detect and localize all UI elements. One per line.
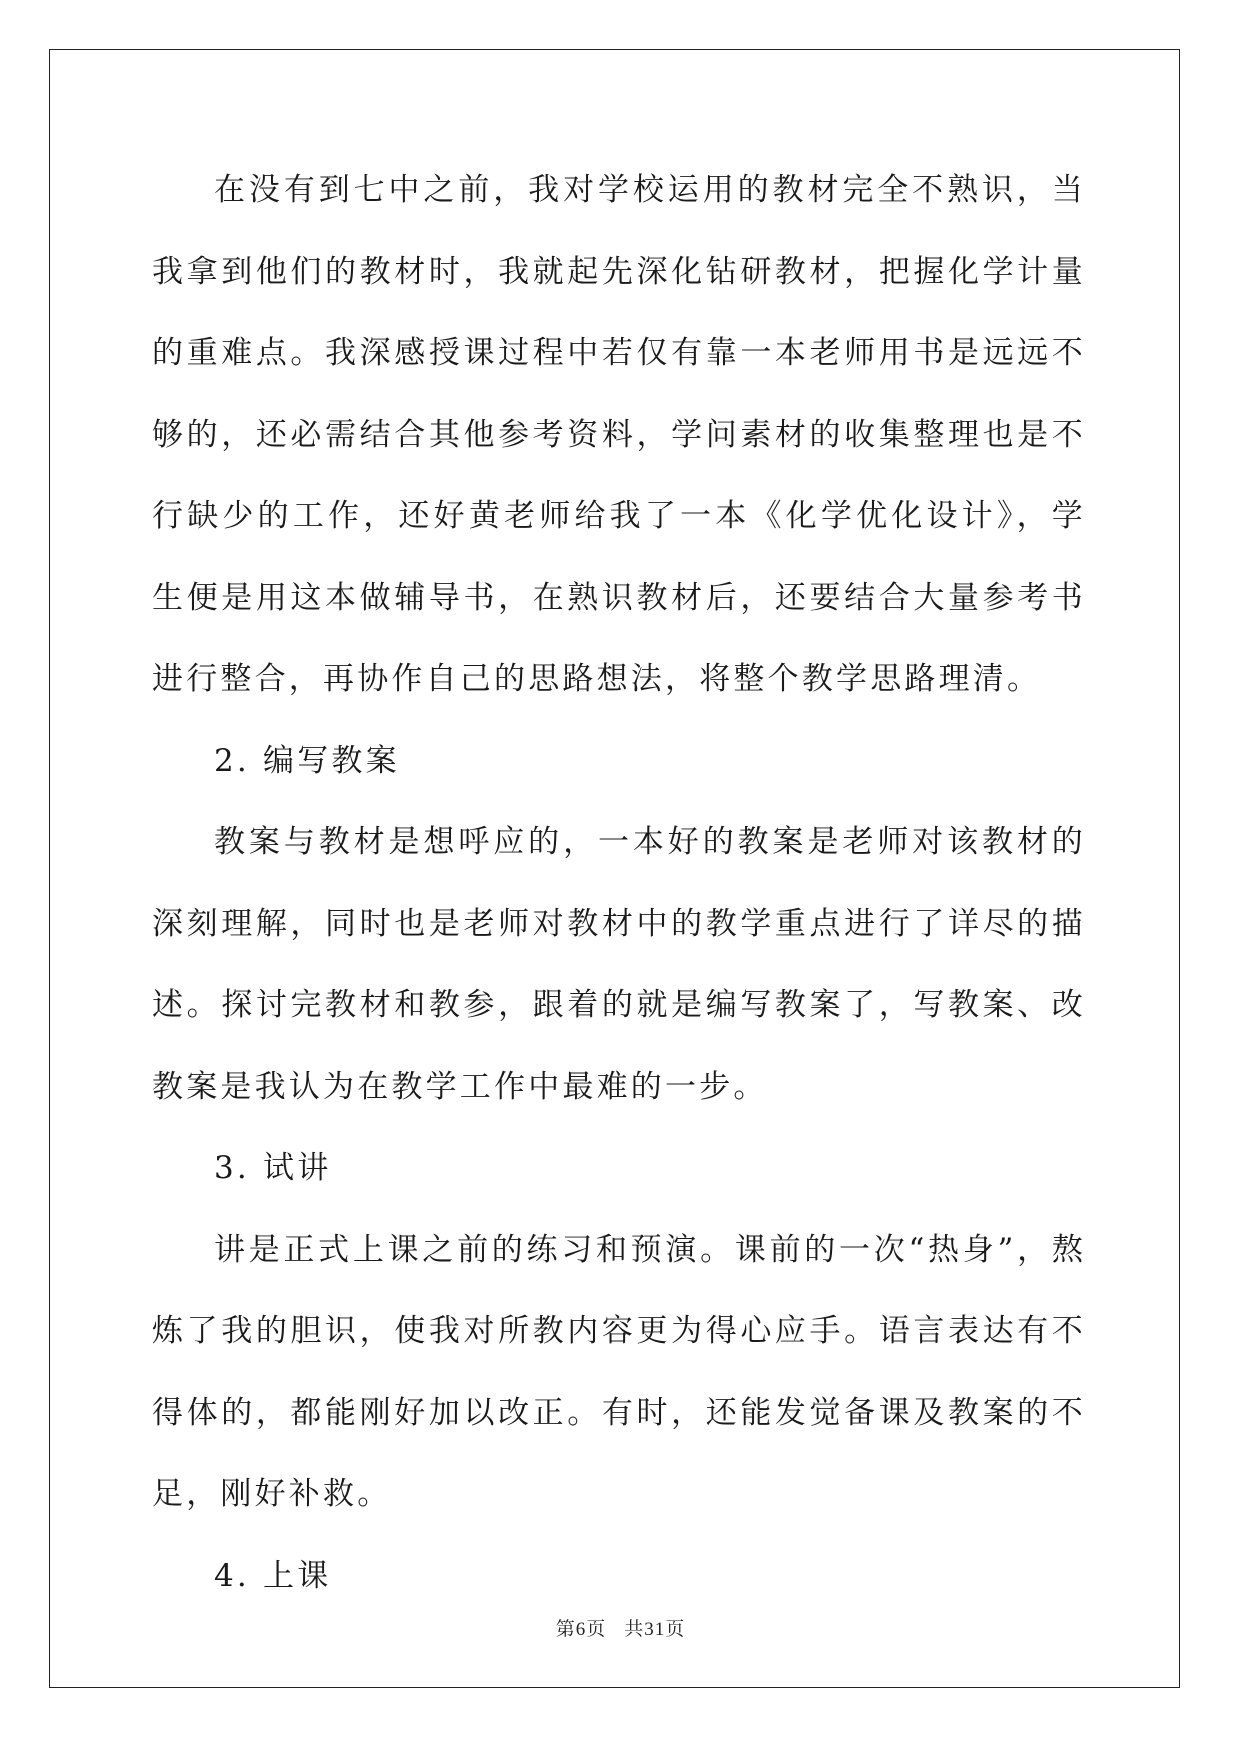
total-prefix: 共: [624, 1618, 645, 1640]
paragraph: 讲是正式上课之前的练习和预演。课前的一次“热身”，熬炼了我的胆识，使我对所教内容更为得心应手。语言表达有不得体的，都能刚好加以改正。有时，还能发觉备课及教案的不足，刚好补救。: [152, 1231, 1086, 1512]
total-suffix: 页: [665, 1618, 686, 1640]
section-heading: 4. 上课: [214, 1557, 332, 1594]
paragraph: 教案与教材是想呼应的，一本好的教案是老师对该教材的深刻理解，同时也是老师对教材中的教学重点进行了详尽的描述。探讨完教材和教参，跟着的就是编写教案了，写教案、改教案是我认为在教学工作中最难的一步。: [152, 824, 1086, 1105]
document-body: [152, 150, 1086, 1617]
section-heading: 2. 编写教案: [214, 742, 400, 779]
page-footer: [0, 1614, 1241, 1641]
page-prefix: 第: [555, 1618, 576, 1640]
page-current: 6: [575, 1619, 587, 1640]
paragraph: 在没有到七中之前，我对学校运用的教材完全不熟识，当我拿到他们的教材时，我就起先深化钻研教材，把握化学计量的重难点。我深感授课过程中若仅有靠一本老师用书是远远不够的，还必需结合其他参考资料，学问素材的收集整理也是不行缺少的工作，还好黄老师给我了一本《化学优化设计》，学生便是用这本做辅导书，在熟识教材后，还要结合大量参考书进行整合，再协作自己的思路想法，将整个教学思路理清。: [152, 172, 1086, 697]
page-suffix: 页: [586, 1618, 607, 1640]
page-total: 31: [644, 1619, 666, 1640]
section-heading: 3. 试讲: [214, 1150, 332, 1186]
